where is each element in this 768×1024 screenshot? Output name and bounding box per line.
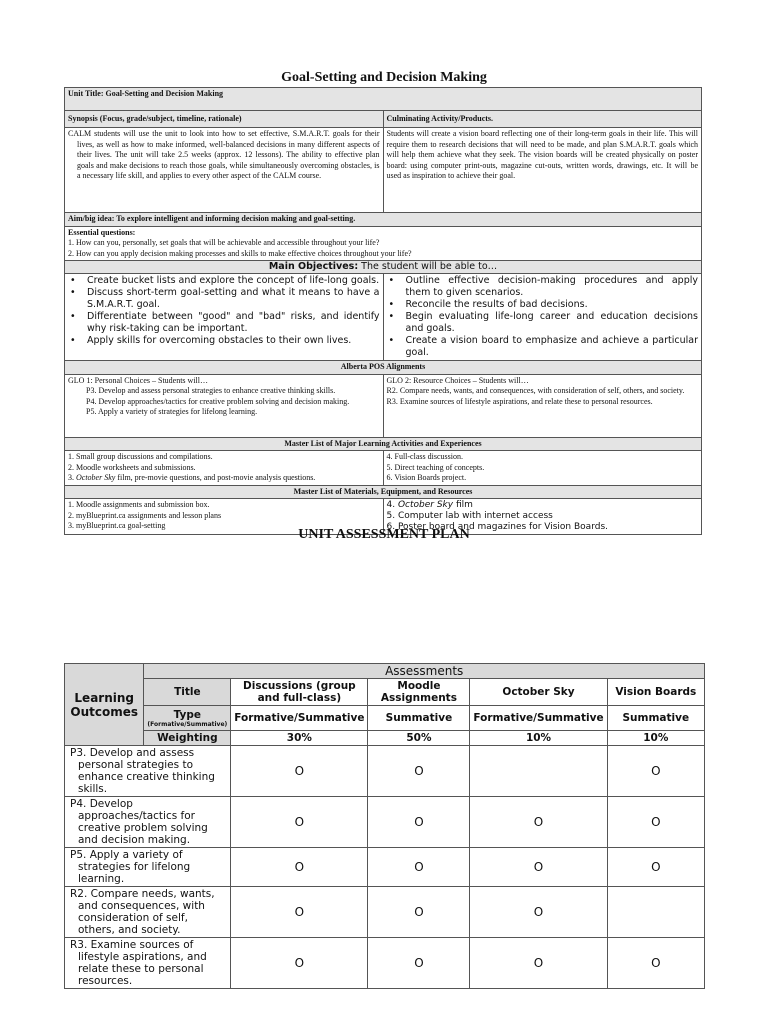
activity-item: 6. Vision Boards project. bbox=[386, 473, 467, 482]
material-item: 4. October Sky film bbox=[386, 500, 473, 510]
assessment-type: Summative bbox=[368, 706, 470, 731]
activity-item: 2. Moodle worksheets and submissions. bbox=[68, 462, 196, 472]
synopsis-text: CALM students will use the unit to look into how to set effective, S.M.A.R.T. goals for their lives, as well as how to make informed, well-balanced decisions in many different aspects of their lives. The unit will take 2.5 weeks (approx. 12 lessons). The ability to effective plan goals and make decisions to reach those goals, while simultaneously overcoming obstacles, is a necessary life skill, and applies to every other aspect of the CALM course. bbox=[65, 128, 384, 213]
material-item: 5. Computer lab with internet access bbox=[386, 511, 553, 521]
document-title: Goal-Setting and Decision Making bbox=[281, 70, 487, 85]
activities-heading: Master List of Major Learning Activities and Experiences bbox=[65, 437, 702, 451]
table-row bbox=[65, 848, 705, 887]
unit-assessment-plan-title: UNIT ASSESSMENT PLAN bbox=[298, 527, 470, 542]
glo1-heading: GLO 1: Personal Choices – Students will… bbox=[68, 375, 208, 385]
assessment-type: Formative/Summative bbox=[470, 706, 607, 731]
synopsis-heading: Synopsis (Focus, grade/subject, timeline, rationale) bbox=[65, 111, 384, 128]
assessment-weight: 10% bbox=[470, 731, 607, 746]
glo-item: P3. Develop and assess personal strategies to enhance creative thinking skills. bbox=[86, 386, 336, 395]
assessment-type: Summative bbox=[607, 706, 704, 731]
objective-item: • Discuss short-term goal-setting and what it means to have a S.M.A.R.T. goal. bbox=[87, 287, 380, 311]
activity-item: 3. October Sky film, pre-movie questions, and post-movie analysis questions. bbox=[68, 473, 316, 482]
material-item: 6. Poster board and magazines for Vision Boards. bbox=[386, 522, 609, 532]
assessment-weight: 50% bbox=[368, 731, 470, 746]
assessment-weight: 10% bbox=[607, 731, 704, 746]
essential-question: 1. How can you, personally, set goals that will be achievable and accessible throughout your life? bbox=[68, 238, 380, 247]
assessment-mark: O bbox=[470, 797, 607, 848]
objectives-left bbox=[65, 274, 384, 361]
assessment-mark: O bbox=[231, 746, 368, 797]
glo-item: R3. Examine sources of lifestyle aspirations, and relate these to personal resources. bbox=[386, 396, 653, 406]
table-row bbox=[65, 746, 705, 797]
objective-item: • Create a vision board to emphasize and achieve a particular goal. bbox=[406, 335, 699, 359]
assessment-mark: O bbox=[470, 938, 607, 989]
glo-item: P4. Develop approaches/tactics for creative problem solving and decision making. bbox=[86, 396, 350, 406]
assessment-mark: O bbox=[368, 938, 470, 989]
assessment-mark: O bbox=[231, 938, 368, 989]
assessment-mark: O bbox=[607, 797, 704, 848]
objective-item: • Begin evaluating life-long career and education decisions and goals. bbox=[406, 311, 699, 335]
table-row bbox=[65, 938, 705, 989]
assessment-title: Vision Boards bbox=[607, 679, 704, 706]
objective-item: • Apply skills for overcoming obstacles to their own lives. bbox=[87, 335, 380, 347]
glo1-cell bbox=[65, 374, 384, 437]
assessment-title: Moodle Assignments bbox=[368, 679, 470, 706]
activities-right bbox=[383, 451, 702, 486]
material-item: 1. Moodle assignments and submission box. bbox=[68, 500, 210, 509]
assessment-title: October Sky bbox=[470, 679, 607, 706]
assessment-type: Formative/Summative bbox=[231, 706, 368, 731]
culminating-heading: Culminating Activity/Products. bbox=[383, 111, 702, 128]
activity-item: 1. Small group discussions and compilations. bbox=[68, 452, 213, 461]
learning-outcome: P3. Develop and assess personal strategies to enhance creative thinking skills. bbox=[65, 746, 231, 797]
activity-item: 5. Direct teaching of concepts. bbox=[386, 462, 485, 472]
glo-item: R2. Compare needs, wants, and consequences, with consideration of self, others, and society. bbox=[386, 386, 685, 395]
assessment-mark: O bbox=[231, 848, 368, 887]
table-row bbox=[65, 887, 705, 938]
essential-heading: Essential questions: bbox=[68, 227, 136, 237]
assessments-header: Assessments bbox=[144, 664, 705, 679]
assessment-mark bbox=[470, 746, 607, 797]
unit-title: Unit Title: Goal-Setting and Decision Making bbox=[65, 88, 702, 111]
learning-outcome: R3. Examine sources of lifestyle aspirations, and relate these to personal resources. bbox=[65, 938, 231, 989]
activity-item: 4. Full-class discussion. bbox=[386, 452, 463, 461]
objective-item: • Create bucket lists and explore the concept of life-long goals. bbox=[87, 275, 380, 287]
assessment-weight: 30% bbox=[231, 731, 368, 746]
learning-outcome: R2. Compare needs, wants, and consequences, with consideration of self, others, and society. bbox=[65, 887, 231, 938]
aim-big-idea: Aim/big idea: To explore intelligent and informing decision making and goal-setting. bbox=[65, 213, 702, 227]
assessment-mark: O bbox=[607, 938, 704, 989]
assessment-mark: O bbox=[607, 746, 704, 797]
type-label: Type (Formative/Summative) bbox=[144, 706, 231, 731]
assessment-mark: O bbox=[470, 848, 607, 887]
weighting-label: Weighting bbox=[144, 731, 231, 746]
material-item: 2. myBlueprint.ca assignments and lesson plans bbox=[68, 510, 222, 520]
assessment-table bbox=[64, 663, 705, 989]
learning-outcome: P4. Develop approaches/tactics for creative problem solving and decision making. bbox=[65, 797, 231, 848]
assessment-mark: O bbox=[368, 887, 470, 938]
essential-questions bbox=[65, 226, 702, 261]
objectives-right bbox=[383, 274, 702, 361]
title-label: Title bbox=[144, 679, 231, 706]
assessment-mark: O bbox=[368, 746, 470, 797]
objective-item: • Outline effective decision-making procedures and apply them to given scenarios. bbox=[406, 275, 699, 299]
material-item: 3. myBlueprint.ca goal-setting bbox=[68, 521, 166, 530]
activities-left bbox=[65, 451, 384, 486]
assessment-mark bbox=[607, 887, 704, 938]
learning-outcome: P5. Apply a variety of strategies for lifelong learning. bbox=[65, 848, 231, 887]
learning-outcomes-header: Learning Outcomes bbox=[65, 664, 144, 746]
table-row bbox=[65, 797, 705, 848]
essential-question: 2. How can you apply decision making processes and skills to make effective choices throughout your life? bbox=[68, 248, 412, 258]
assessment-mark: O bbox=[470, 887, 607, 938]
glo2-heading: GLO 2: Resource Choices – Students will… bbox=[386, 375, 529, 385]
main-objectives-heading: Main Objectives: The student will be able to… bbox=[65, 261, 702, 274]
objective-item: • Differentiate between "good" and "bad" risks, and identify why risk-taking can be important. bbox=[87, 311, 380, 335]
assessment-mark: O bbox=[231, 887, 368, 938]
assessment-mark: O bbox=[607, 848, 704, 887]
assessment-mark: O bbox=[368, 848, 470, 887]
culminating-text: Students will create a vision board reflecting one of their long-term goals in their life. This will require them to research decisions that will need to be made, and plan S.M.A.R.T. goals which will help them achieve what they seek. The vision boards will be created physically on poster board: using computer print-outs, magazine cut-outs, written words, drawings, etc. It will be used as inspiration to achieve their goal. bbox=[383, 128, 702, 213]
unit-plan-table bbox=[64, 87, 702, 535]
glo2-cell bbox=[383, 374, 702, 437]
materials-heading: Master List of Materials, Equipment, and Resources bbox=[65, 485, 702, 499]
assessment-title: Discussions (group and full-class) bbox=[231, 679, 368, 706]
assessment-mark: O bbox=[368, 797, 470, 848]
glo-item: P5. Apply a variety of strategies for lifelong learning. bbox=[86, 407, 258, 416]
assessment-mark: O bbox=[231, 797, 368, 848]
alberta-pos-heading: Alberta POS Alignments bbox=[65, 361, 702, 375]
objective-item: • Reconcile the results of bad decisions. bbox=[406, 299, 699, 311]
